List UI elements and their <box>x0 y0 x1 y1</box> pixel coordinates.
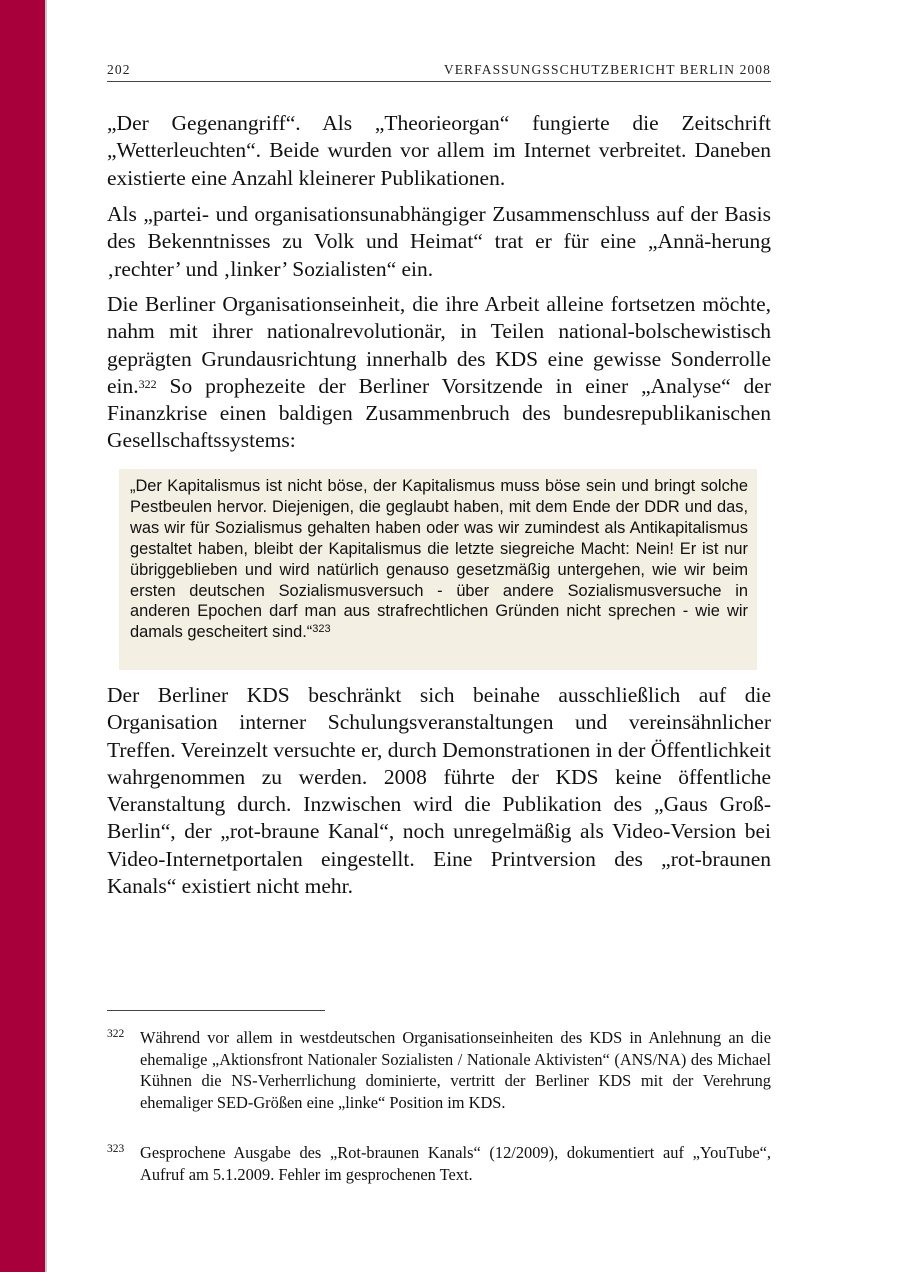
block-quote <box>130 476 748 643</box>
footnote-ref-323[interactable]: 323 <box>312 623 331 636</box>
paragraph-4: Der Berliner KDS beschränkt sich beinahe ausschließlich auf die Organisation interner Schulungsveranstaltungen und vereinsähnlicher Treffen. Vereinzelt versuchte er, durch Demonstrationen in der Öffentlichkeit wahrgenommen zu werden. 2008 führte der KDS keine öffentliche Veranstaltung durch. Inzwischen wird die Publikation des „Gaus Groß-Berlin“, der „rot-braune Kanal“, noch unregelmäßig als Video-Version bei Video-Internetportalen eingestellt. Eine Printversion des „rot-braunen Kanals“ existiert nicht mehr. <box>107 683 771 899</box>
footnote-text: Während vor allem in westdeutschen Organisationseinheiten des KDS in Anlehnung an die ehemalige „Aktionsfront Nationaler Sozialisten / Nationale Aktivisten“ (ANS/NA) des Michael Kühnen die NS-Verherrlichung dominierte, vertritt der Berliner KDS mit der Verehrung ehemaliger SED-Größen eine „linke“ Position im KDS. <box>140 1028 771 1112</box>
footnote-322 <box>107 1027 771 1113</box>
page-number: 202 <box>107 62 131 77</box>
footnote-text: Gesprochene Ausgabe des „Rot-braunen Kanals“ (12/2009), dokumentiert auf „YouTube“, Aufruf am 5.1.2009. Fehler im gesprochenen Text. <box>140 1143 771 1184</box>
sidebar-color-bar <box>0 0 45 1272</box>
page-header <box>107 62 771 82</box>
quote-text: „Der Kapitalismus ist nicht böse, der Kapitalismus muss böse sein und bringt solche Pestbeulen hervor. Diejenigen, die geglaubt haben, mit dem Ende der DDR und das, was wir für Sozialismus gehalten haben oder was wir zumindest als Antikapitalismus gestaltet haben, bleibt der Kapitalismus die letzte siegreiche Macht: Nein! Er ist nur übriggeblieben und wird natürlich genauso gesetzmäßig untergehen, wie wir beim ersten deutschen Sozialismusversuch - über andere Sozialismusversuche in anderen Epochen darf man aus strafrechtlichen Gründen nicht sprechen - wie wir damals gescheitert sind.“ <box>130 477 748 642</box>
footnote-separator <box>107 1010 325 1011</box>
paragraph-3-part-1: Die Berliner Organisationseinheit, die ihre Arbeit alleine fortsetzen möchte, nahm mit ihrer nationalrevolutionär, in Teilen national-bolschewistisch geprägten Grundausrichtung innerhalb des KDS eine gewisse Sonderrolle ein. <box>107 292 771 398</box>
sidebar-edge <box>45 0 47 1272</box>
footnote-ref-322[interactable]: 322 <box>138 376 157 391</box>
footnote-number: 323 <box>107 1143 125 1155</box>
running-title: VERFASSUNGSSCHUTZBERICHT BERLIN 2008 <box>443 62 771 77</box>
paragraph-2: Als „partei- und organisationsunabhängiger Zusammenschluss auf der Basis des Bekenntnisses zu Volk und Heimat“ trat er für eine „Annä-herung ‚rechter’ und ‚linker’ Sozialisten“ ein. <box>107 202 771 281</box>
footnote-number: 322 <box>107 1028 125 1040</box>
paragraph-3-part-2: So prophezeite der Berliner Vorsitzende in einer „Analyse“ der Finanzkrise einen baldigen Zusammenbruch des bundesrepublikanischen Gesellschaftssystems: <box>107 373 771 453</box>
paragraph-1: „Der Gegenangriff“. Als „Theorieorgan“ fungierte die Zeitschrift „Wetterleuchten“. Beide wurden vor allem im Internet verbreitet. Daneben existierte eine Anzahl kleinerer Publikationen. <box>107 111 771 190</box>
header-rule <box>107 81 771 82</box>
footnote-323 <box>107 1142 771 1185</box>
paragraph-3 <box>107 291 771 455</box>
